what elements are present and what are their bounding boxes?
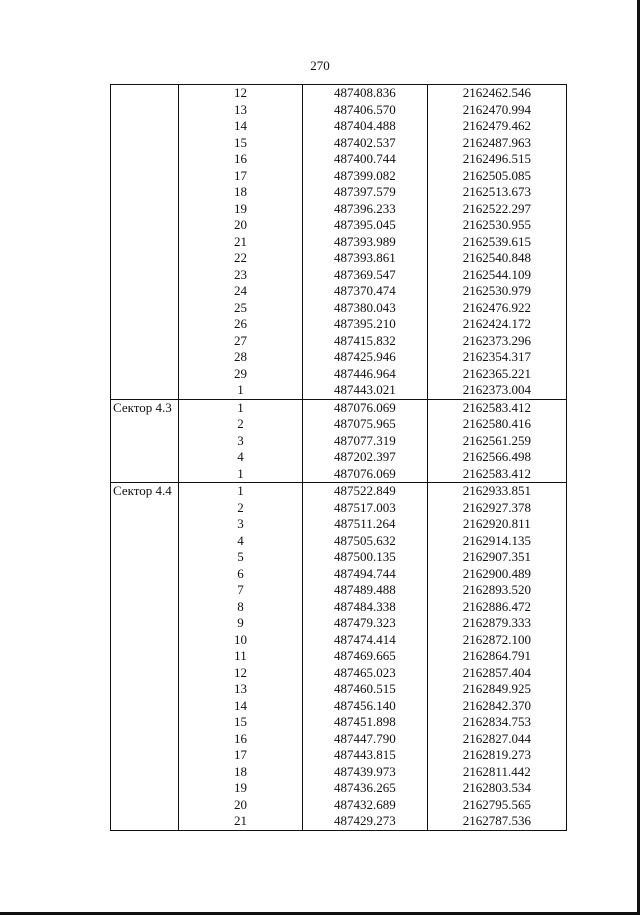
- x-coordinate: 487439.973: [303, 764, 427, 781]
- point-number: 14: [179, 698, 303, 715]
- y-coordinate: 2162496.515: [428, 151, 567, 168]
- x-coordinate: 487393.989: [303, 234, 427, 251]
- y-coordinate: 2162539.615: [428, 234, 567, 251]
- y-coordinate: 2162580.416: [428, 416, 567, 433]
- table-row: [111, 316, 567, 333]
- table-row: [111, 135, 567, 152]
- point-number: 9: [179, 615, 303, 632]
- x-coordinate: 487415.832: [303, 333, 427, 350]
- sector-label: [111, 665, 179, 682]
- x-coordinate: 487393.861: [303, 250, 427, 267]
- y-coordinate: 2162933.851: [428, 483, 567, 500]
- sector-label: [111, 85, 179, 102]
- table-row: [111, 813, 567, 830]
- point-number: 20: [179, 797, 303, 814]
- sector-label: [111, 316, 179, 333]
- sector-label: [111, 234, 179, 251]
- sector-label: [111, 813, 179, 830]
- point-number: 4: [179, 533, 303, 550]
- y-coordinate: 2162819.273: [428, 747, 567, 764]
- x-coordinate: 487399.082: [303, 168, 427, 185]
- table-section: [111, 85, 567, 400]
- x-coordinate: 487489.488: [303, 582, 427, 599]
- sector-label: [111, 516, 179, 533]
- table-row: [111, 118, 567, 135]
- x-coordinate: 487505.632: [303, 533, 427, 550]
- point-number: 16: [179, 731, 303, 748]
- table-row: [111, 267, 567, 284]
- table-row: [111, 433, 567, 450]
- x-coordinate: 487494.744: [303, 566, 427, 583]
- table-row: [111, 217, 567, 234]
- y-coordinate: 2162927.378: [428, 500, 567, 517]
- sector-label: [111, 648, 179, 665]
- page-number: 270: [310, 58, 330, 73]
- x-coordinate: 487370.474: [303, 283, 427, 300]
- point-number: 23: [179, 267, 303, 284]
- table-row: [111, 681, 567, 698]
- table-row: [111, 466, 567, 483]
- sector-label: [111, 566, 179, 583]
- x-coordinate: 487369.547: [303, 267, 427, 284]
- x-coordinate: 487443.021: [303, 382, 427, 399]
- y-coordinate: 2162787.536: [428, 813, 567, 830]
- point-number: 17: [179, 747, 303, 764]
- y-coordinate: 2162561.259: [428, 433, 567, 450]
- x-coordinate: 487469.665: [303, 648, 427, 665]
- point-number: 13: [179, 681, 303, 698]
- x-coordinate: 487406.570: [303, 102, 427, 119]
- y-coordinate: 2162914.135: [428, 533, 567, 550]
- y-coordinate: 2162544.109: [428, 267, 567, 284]
- point-number: 1: [179, 382, 303, 399]
- table-row: [111, 366, 567, 383]
- x-coordinate: 487456.140: [303, 698, 427, 715]
- point-number: 17: [179, 168, 303, 185]
- sector-label: Сектор 4.3: [111, 400, 179, 417]
- y-coordinate: 2162522.297: [428, 201, 567, 218]
- y-coordinate: 2162803.534: [428, 780, 567, 797]
- x-coordinate: 487396.233: [303, 201, 427, 218]
- y-coordinate: 2162513.673: [428, 184, 567, 201]
- table-row: [111, 349, 567, 366]
- sector-label: [111, 416, 179, 433]
- sector-label: [111, 599, 179, 616]
- point-number: 18: [179, 184, 303, 201]
- sector-label: [111, 267, 179, 284]
- y-coordinate: 2162566.498: [428, 449, 567, 466]
- x-coordinate: 487479.323: [303, 615, 427, 632]
- table-section: [111, 483, 567, 831]
- point-number: 15: [179, 714, 303, 731]
- sector-label: [111, 500, 179, 517]
- y-coordinate: 2162900.489: [428, 566, 567, 583]
- x-coordinate: 487397.579: [303, 184, 427, 201]
- table-row: [111, 234, 567, 251]
- y-coordinate: 2162505.085: [428, 168, 567, 185]
- sector-label: [111, 366, 179, 383]
- point-number: 26: [179, 316, 303, 333]
- point-number: 1: [179, 466, 303, 483]
- sector-label: [111, 698, 179, 715]
- y-coordinate: 2162424.172: [428, 316, 567, 333]
- sector-label: [111, 349, 179, 366]
- point-number: 25: [179, 300, 303, 317]
- x-coordinate: 487077.319: [303, 433, 427, 450]
- y-coordinate: 2162476.922: [428, 300, 567, 317]
- point-number: 8: [179, 599, 303, 616]
- y-coordinate: 2162479.462: [428, 118, 567, 135]
- y-coordinate: 2162842.370: [428, 698, 567, 715]
- table-row: [111, 201, 567, 218]
- sector-label: [111, 533, 179, 550]
- point-number: 13: [179, 102, 303, 119]
- table-row: [111, 615, 567, 632]
- x-coordinate: 487451.898: [303, 714, 427, 731]
- x-coordinate: 487404.488: [303, 118, 427, 135]
- x-coordinate: 487446.964: [303, 366, 427, 383]
- point-number: 3: [179, 516, 303, 533]
- sector-label: [111, 201, 179, 218]
- table-row: [111, 500, 567, 517]
- point-number: 29: [179, 366, 303, 383]
- point-number: 20: [179, 217, 303, 234]
- table-row: [111, 184, 567, 201]
- point-number: 15: [179, 135, 303, 152]
- table-row: [111, 516, 567, 533]
- sector-label: [111, 300, 179, 317]
- y-coordinate: 2162920.811: [428, 516, 567, 533]
- x-coordinate: 487500.135: [303, 549, 427, 566]
- table-row: [111, 698, 567, 715]
- y-coordinate: 2162470.994: [428, 102, 567, 119]
- x-coordinate: 487443.815: [303, 747, 427, 764]
- point-number: 14: [179, 118, 303, 135]
- table-row: [111, 283, 567, 300]
- table-row: [111, 582, 567, 599]
- sector-label: [111, 615, 179, 632]
- table-row: [111, 797, 567, 814]
- point-number: 5: [179, 549, 303, 566]
- y-coordinate: 2162373.296: [428, 333, 567, 350]
- table-row: [111, 151, 567, 168]
- sector-label: [111, 283, 179, 300]
- x-coordinate: 487395.045: [303, 217, 427, 234]
- table-row: [111, 780, 567, 797]
- sector-label: [111, 433, 179, 450]
- sector-label: [111, 135, 179, 152]
- y-coordinate: 2162849.925: [428, 681, 567, 698]
- table-row: [111, 382, 567, 399]
- x-coordinate: 487380.043: [303, 300, 427, 317]
- y-coordinate: 2162530.979: [428, 283, 567, 300]
- point-number: 21: [179, 813, 303, 830]
- sector-label: [111, 632, 179, 649]
- sector-label: [111, 449, 179, 466]
- y-coordinate: 2162354.317: [428, 349, 567, 366]
- point-number: 27: [179, 333, 303, 350]
- table-row: [111, 714, 567, 731]
- table-row: [111, 333, 567, 350]
- table-row: [111, 533, 567, 550]
- point-number: 19: [179, 780, 303, 797]
- x-coordinate: 487484.338: [303, 599, 427, 616]
- point-number: 6: [179, 566, 303, 583]
- sector-label: [111, 731, 179, 748]
- x-coordinate: 487517.003: [303, 500, 427, 517]
- point-number: 2: [179, 500, 303, 517]
- table-row: [111, 632, 567, 649]
- x-coordinate: 487076.069: [303, 466, 427, 483]
- y-coordinate: 2162879.333: [428, 615, 567, 632]
- sector-label: [111, 797, 179, 814]
- table-row: [111, 731, 567, 748]
- table-row: [111, 85, 567, 102]
- sector-label: [111, 681, 179, 698]
- x-coordinate: 487400.744: [303, 151, 427, 168]
- table-row: [111, 250, 567, 267]
- point-number: 12: [179, 665, 303, 682]
- x-coordinate: 487465.023: [303, 665, 427, 682]
- point-number: 4: [179, 449, 303, 466]
- y-coordinate: 2162834.753: [428, 714, 567, 731]
- x-coordinate: 487511.264: [303, 516, 427, 533]
- x-coordinate: 487408.836: [303, 85, 427, 102]
- y-coordinate: 2162530.955: [428, 217, 567, 234]
- sector-label: [111, 102, 179, 119]
- y-coordinate: 2162583.412: [428, 400, 567, 417]
- point-number: 24: [179, 283, 303, 300]
- x-coordinate: 487076.069: [303, 400, 427, 417]
- point-number: 22: [179, 250, 303, 267]
- table-row: [111, 566, 567, 583]
- sector-label: [111, 250, 179, 267]
- x-coordinate: 487474.414: [303, 632, 427, 649]
- table-row: [111, 449, 567, 466]
- x-coordinate: 487522.849: [303, 483, 427, 500]
- table-row: [111, 764, 567, 781]
- x-coordinate: 487402.537: [303, 135, 427, 152]
- y-coordinate: 2162827.044: [428, 731, 567, 748]
- point-number: 3: [179, 433, 303, 450]
- table-row: [111, 400, 567, 417]
- y-coordinate: 2162872.100: [428, 632, 567, 649]
- y-coordinate: 2162583.412: [428, 466, 567, 483]
- y-coordinate: 2162857.404: [428, 665, 567, 682]
- coordinates-table: [110, 84, 567, 831]
- point-number: 1: [179, 400, 303, 417]
- x-coordinate: 487395.210: [303, 316, 427, 333]
- sector-label: [111, 382, 179, 399]
- x-coordinate: 487425.946: [303, 349, 427, 366]
- x-coordinate: 487075.965: [303, 416, 427, 433]
- point-number: 19: [179, 201, 303, 218]
- table-row: [111, 648, 567, 665]
- y-coordinate: 2162487.963: [428, 135, 567, 152]
- y-coordinate: 2162365.221: [428, 366, 567, 383]
- table-section: [111, 400, 567, 484]
- sector-label: [111, 466, 179, 483]
- sector-label: [111, 184, 179, 201]
- sector-label: [111, 549, 179, 566]
- table-row: [111, 599, 567, 616]
- table-row: [111, 168, 567, 185]
- sector-label: [111, 217, 179, 234]
- sector-label: [111, 118, 179, 135]
- y-coordinate: 2162893.520: [428, 582, 567, 599]
- x-coordinate: 487447.790: [303, 731, 427, 748]
- y-coordinate: 2162864.791: [428, 648, 567, 665]
- sector-label: [111, 333, 179, 350]
- point-number: 18: [179, 764, 303, 781]
- y-coordinate: 2162886.472: [428, 599, 567, 616]
- x-coordinate: 487432.689: [303, 797, 427, 814]
- point-number: 10: [179, 632, 303, 649]
- sector-label: [111, 582, 179, 599]
- table-row: [111, 300, 567, 317]
- point-number: 11: [179, 648, 303, 665]
- point-number: 28: [179, 349, 303, 366]
- table-row: [111, 483, 567, 500]
- sector-label: [111, 714, 179, 731]
- x-coordinate: 487436.265: [303, 780, 427, 797]
- sector-label: [111, 780, 179, 797]
- table-row: [111, 665, 567, 682]
- sector-label: Сектор 4.4: [111, 483, 179, 500]
- point-number: 16: [179, 151, 303, 168]
- y-coordinate: 2162907.351: [428, 549, 567, 566]
- point-number: 7: [179, 582, 303, 599]
- point-number: 2: [179, 416, 303, 433]
- table-row: [111, 747, 567, 764]
- point-number: 21: [179, 234, 303, 251]
- table-row: [111, 102, 567, 119]
- y-coordinate: 2162373.004: [428, 382, 567, 399]
- table-row: [111, 416, 567, 433]
- x-coordinate: 487202.397: [303, 449, 427, 466]
- sector-label: [111, 747, 179, 764]
- point-number: 1: [179, 483, 303, 500]
- point-number: 12: [179, 85, 303, 102]
- sector-label: [111, 151, 179, 168]
- x-coordinate: 487429.273: [303, 813, 427, 830]
- sector-label: [111, 764, 179, 781]
- y-coordinate: 2162540.848: [428, 250, 567, 267]
- y-coordinate: 2162811.442: [428, 764, 567, 781]
- sector-label: [111, 168, 179, 185]
- y-coordinate: 2162795.565: [428, 797, 567, 814]
- x-coordinate: 487460.515: [303, 681, 427, 698]
- table-row: [111, 549, 567, 566]
- y-coordinate: 2162462.546: [428, 85, 567, 102]
